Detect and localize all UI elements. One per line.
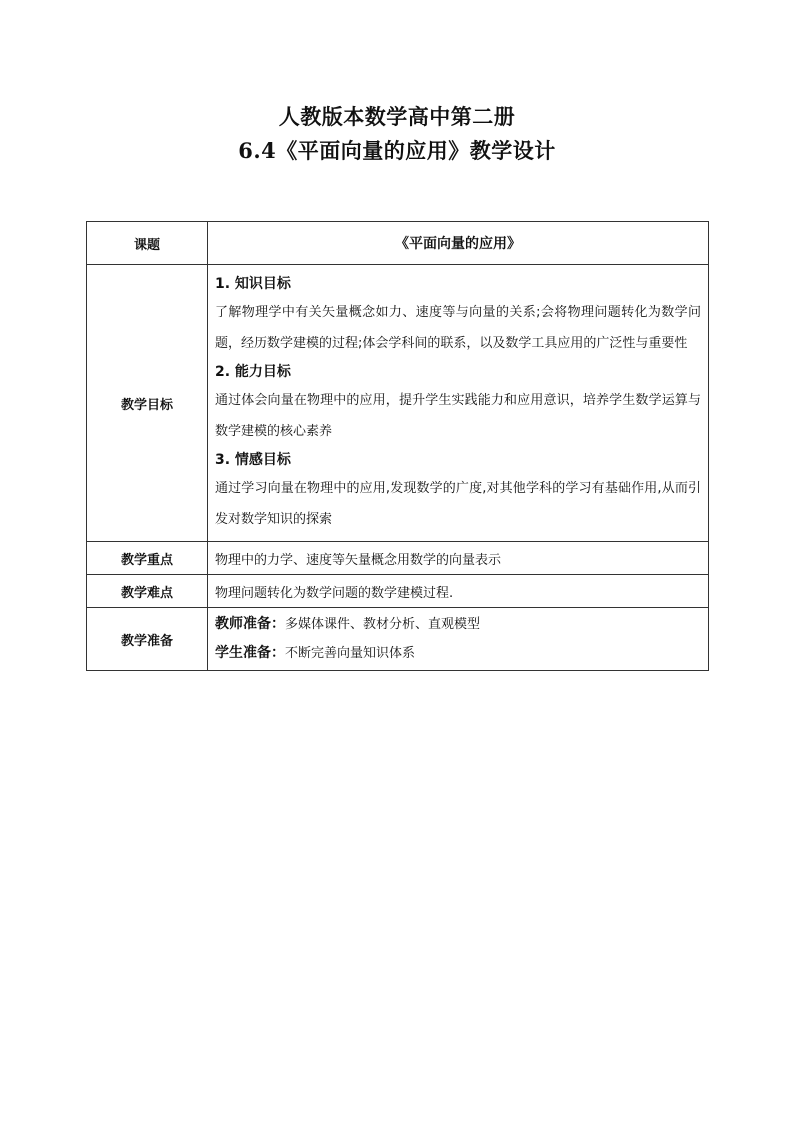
goal-heading-emotion: 3. 情感目标 bbox=[215, 452, 291, 468]
table-row-difficulties bbox=[87, 575, 709, 608]
goal-text-knowledge: 了解物理学中有关矢量概念如力、速度等与向量的关系;会将物理问题转化为数学问题，经历数学建模的过程;体会学科间的联系，以及数学工具应用的广泛性与重要性 bbox=[215, 305, 701, 351]
topic-label: 课题 bbox=[87, 222, 208, 265]
table-row-goals bbox=[87, 265, 709, 542]
document-title bbox=[0, 100, 794, 168]
table-row-key-points bbox=[87, 542, 709, 575]
goal-heading-knowledge: 1. 知识目标 bbox=[215, 276, 291, 292]
student-preparation bbox=[215, 639, 701, 668]
key-points-value: 物理中的力学、速度等矢量概念用数学的向量表示 bbox=[208, 542, 709, 575]
goal-text-emotion: 通过学习向量在物理中的应用,发现数学的广度,对其他学科的学习有基础作用,从而引发对数学知识的探索 bbox=[215, 481, 701, 527]
goals-content bbox=[208, 265, 709, 542]
preparation-content bbox=[208, 608, 709, 671]
title-line-1: 人教版本数学高中第二册 bbox=[278, 104, 516, 129]
student-preparation-value: 不断完善向量知识体系 bbox=[285, 646, 416, 661]
goals-label: 教学目标 bbox=[87, 265, 208, 542]
difficulties-value: 物理问题转化为数学问题的数学建模过程. bbox=[208, 575, 709, 608]
preparation-label: 教学准备 bbox=[87, 608, 208, 671]
teacher-preparation bbox=[215, 610, 701, 639]
title-line-2: 6.4《平面向量的应用》教学设计 bbox=[238, 138, 556, 163]
goal-text-ability: 通过体会向量在物理中的应用，提升学生实践能力和应用意识，培养学生数学运算与数学建模的核心素养 bbox=[215, 393, 701, 439]
difficulties-label: 教学难点 bbox=[87, 575, 208, 608]
goal-heading-ability: 2. 能力目标 bbox=[215, 364, 291, 380]
table-row-topic bbox=[87, 222, 709, 265]
lesson-plan-table bbox=[86, 221, 709, 671]
topic-value: 《平面向量的应用》 bbox=[208, 222, 709, 265]
teacher-preparation-value: 多媒体课件、教材分析、直观模型 bbox=[285, 617, 481, 632]
teacher-preparation-label: 教师准备： bbox=[215, 616, 285, 632]
key-points-label: 教学重点 bbox=[87, 542, 208, 575]
student-preparation-label: 学生准备： bbox=[215, 645, 285, 661]
table-row-preparation bbox=[87, 608, 709, 671]
